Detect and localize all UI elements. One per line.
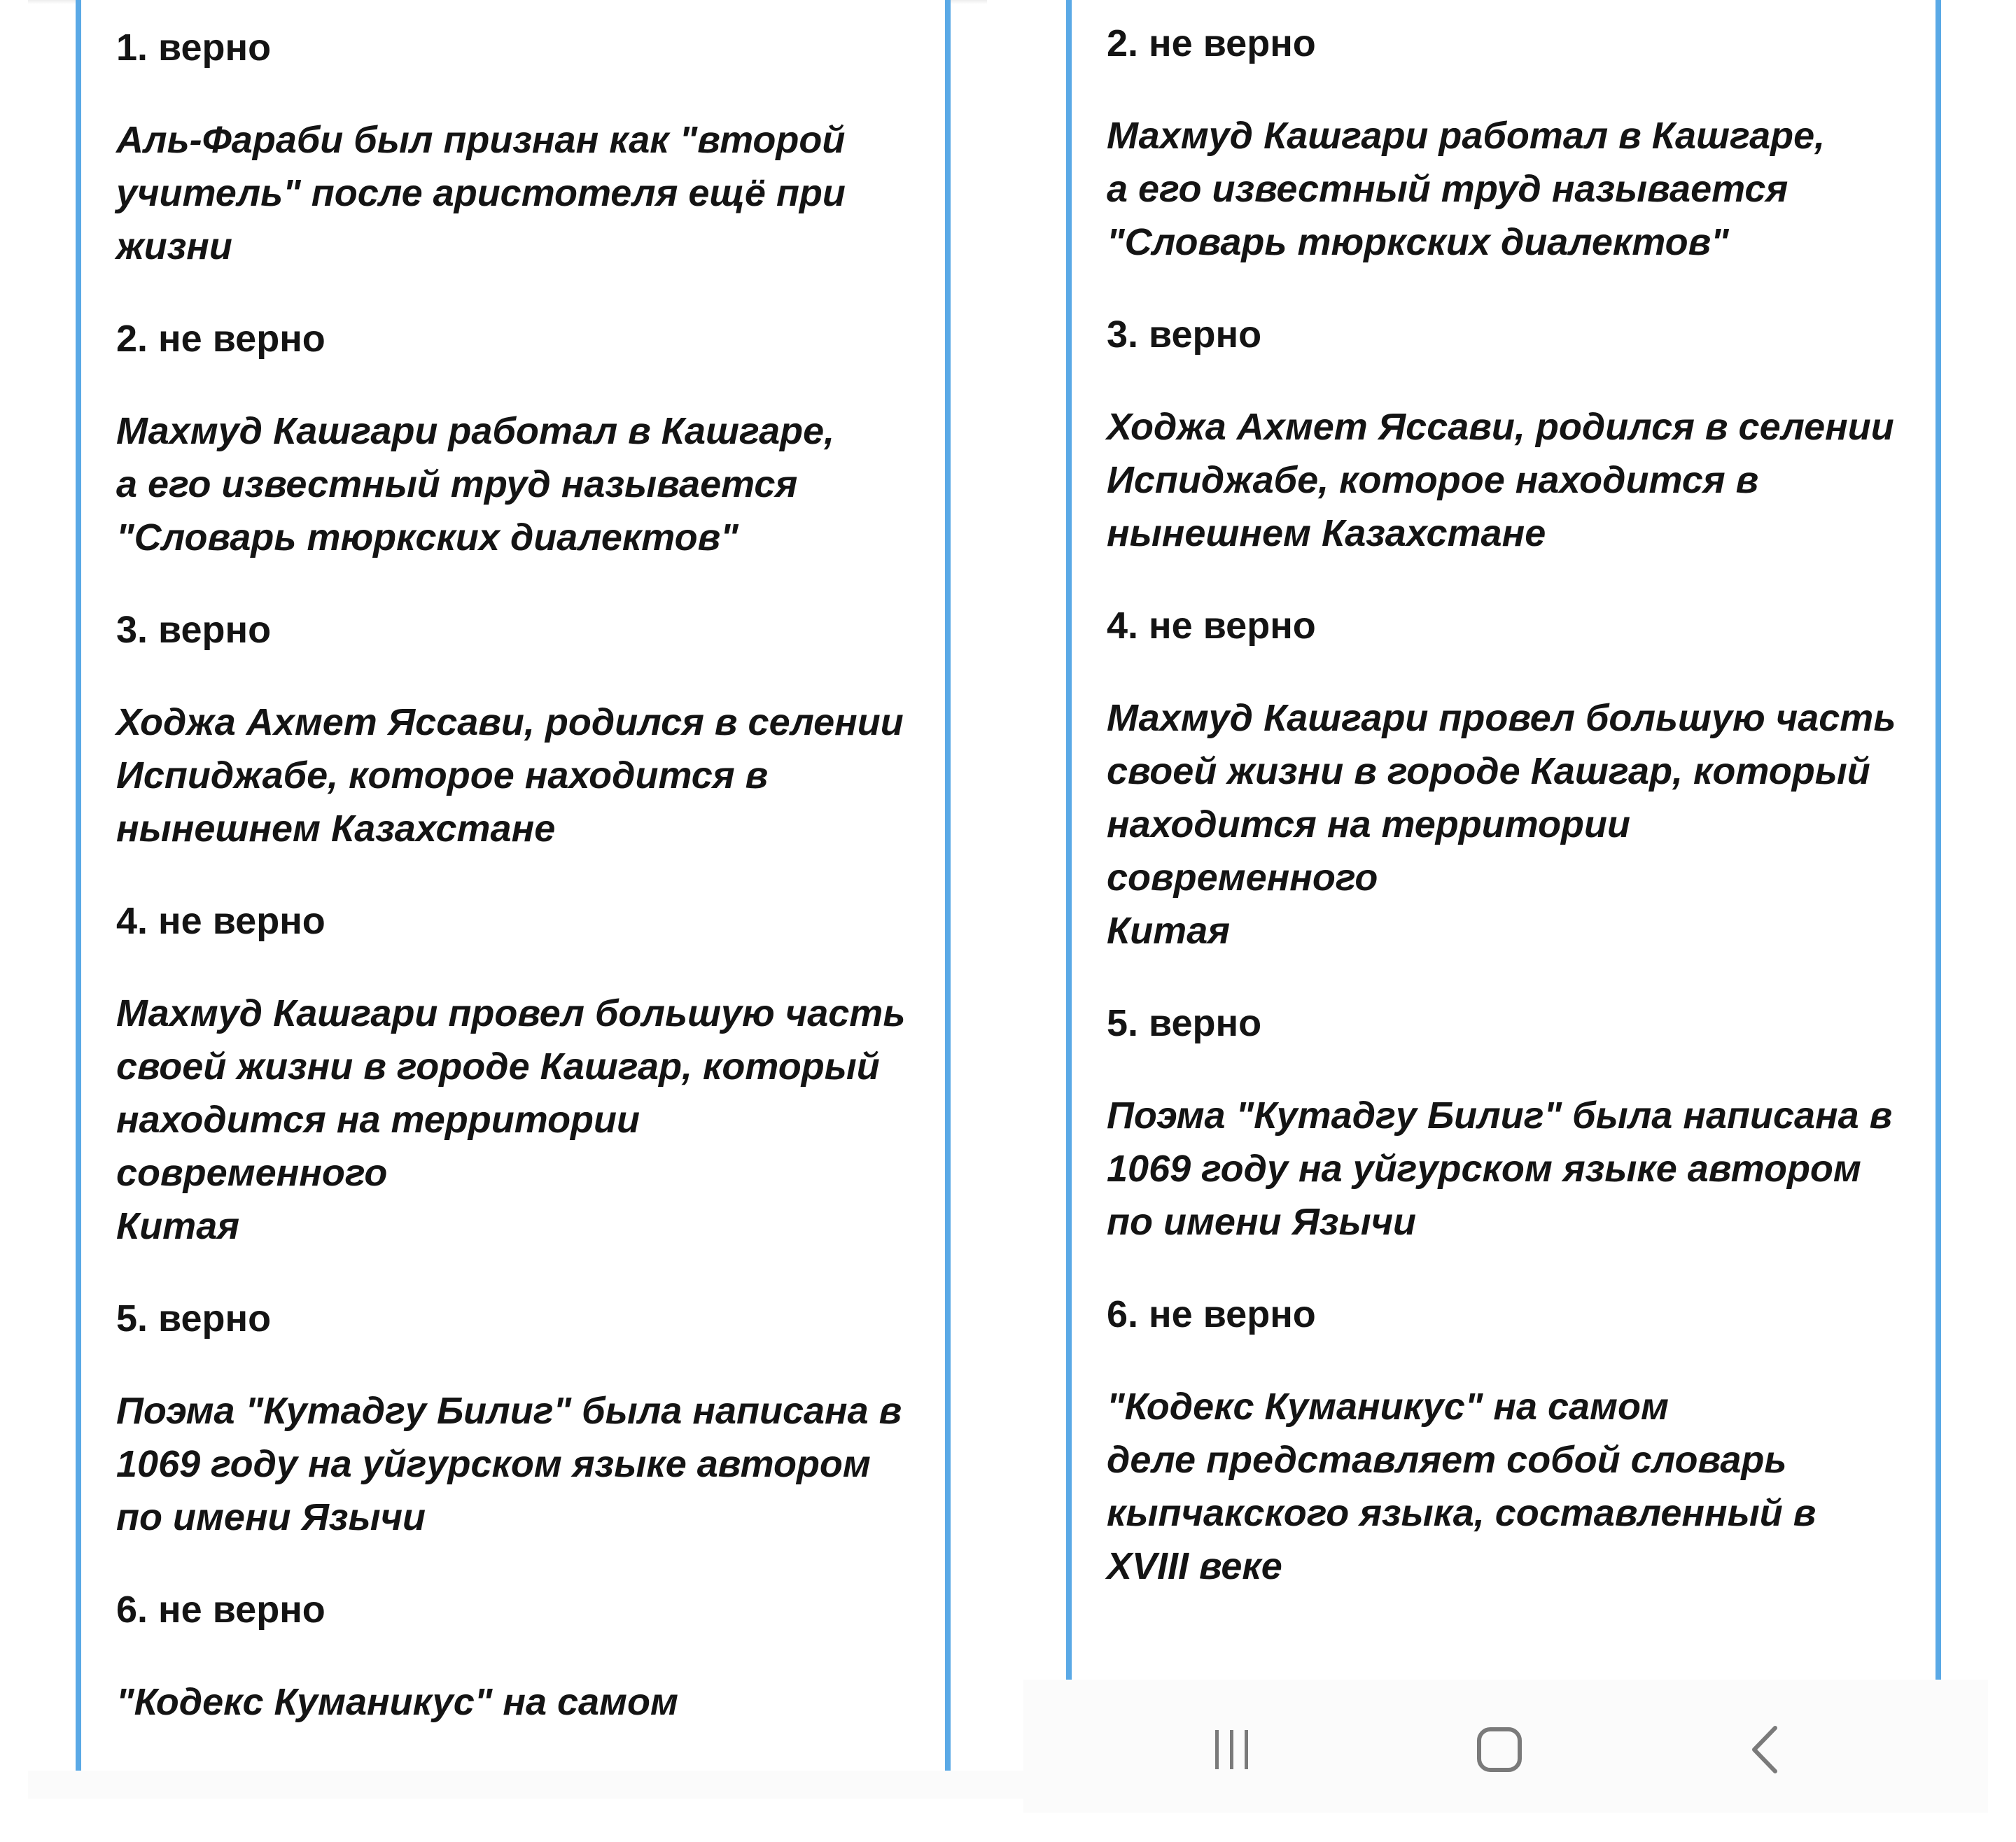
- answer-explanation: [116, 1675, 917, 1729]
- answer-item: [116, 1583, 917, 1729]
- answer-item: [116, 603, 917, 855]
- answer-explanation: [1107, 691, 1907, 957]
- explanation-line: "Кодекс Куманикус" на самом: [1107, 1386, 1669, 1428]
- explanation-line: Испиджабе, которое находится в: [1107, 459, 1759, 501]
- explanation-line: Поэма "Кутадгу Билиг" была написана в: [116, 1390, 902, 1432]
- answer-explanation: [1107, 1089, 1907, 1249]
- system-navigation-bar: [1023, 1680, 1988, 1813]
- explanation-line: находится на территории современного: [1107, 803, 1631, 899]
- answer-explanation: [1107, 400, 1907, 560]
- left-answer-list: [116, 21, 917, 1768]
- answer-verdict: 1. верно: [116, 27, 272, 69]
- explanation-line: кыпчакского языка, составленный в: [1107, 1492, 1816, 1534]
- answer-explanation: [1107, 109, 1907, 269]
- explanation-line: учитель" после аристотеля ещё при: [116, 172, 846, 214]
- answer-item: [1107, 17, 1907, 269]
- right-answer-panel: [1066, 0, 1941, 1680]
- explanation-line: нынешнем Казахстане: [1107, 512, 1546, 554]
- answer-explanation: [116, 405, 917, 564]
- left-answer-panel: [76, 0, 951, 1771]
- explanation-line: Ходжа Ахмет Яссави, родился в селении: [116, 701, 904, 743]
- explanation-line: Махмуд Кашгари работал в Кашгаре,: [1107, 115, 1826, 157]
- explanation-line: "Словарь тюркских диалектов": [116, 516, 738, 558]
- answer-explanation: [116, 1384, 917, 1544]
- home-button[interactable]: [1457, 1708, 1541, 1792]
- explanation-line: Махмуд Кашгари провел большую часть: [1107, 697, 1896, 739]
- answer-verdict: 3. верно: [116, 609, 272, 651]
- explanation-line: Махмуд Кашгари провел большую часть: [116, 992, 906, 1034]
- explanation-line: Китая: [116, 1205, 240, 1247]
- explanation-line: Поэма "Кутадгу Билиг" была написана в: [1107, 1095, 1893, 1137]
- explanation-line: "Словарь тюркских диалектов": [1107, 221, 1729, 263]
- explanation-line: по имени Язычи: [1107, 1201, 1417, 1243]
- explanation-line: по имени Язычи: [116, 1496, 426, 1538]
- explanation-line: своей жизни в городе Кашгар, который: [116, 1046, 880, 1088]
- home-icon: [1475, 1725, 1524, 1774]
- recent-apps-icon: [1210, 1727, 1254, 1772]
- explanation-line: находится на территории современного: [116, 1099, 640, 1194]
- answer-verdict: 5. верно: [116, 1298, 272, 1340]
- answer-item: [1107, 1288, 1907, 1593]
- explanation-line: 1069 году на уйгурском языке автором: [1107, 1148, 1861, 1190]
- answer-explanation: [116, 987, 917, 1253]
- answer-item: [116, 894, 917, 1253]
- explanation-line: а его известный труд называется: [116, 463, 798, 505]
- answer-verdict: 5. верно: [1107, 1002, 1262, 1044]
- answer-explanation: [1107, 1380, 1907, 1593]
- answer-verdict: 4. не верно: [1107, 605, 1316, 647]
- recent-apps-button[interactable]: [1190, 1708, 1274, 1792]
- explanation-line: а его известный труд называется: [1107, 168, 1788, 210]
- answer-verdict: 6. не верно: [1107, 1293, 1316, 1335]
- answer-item: [1107, 308, 1907, 560]
- explanation-line: Ходжа Ахмет Яссави, родился в селении: [1107, 406, 1894, 448]
- explanation-line: XVIII веке: [1107, 1545, 1282, 1587]
- back-icon: [1743, 1725, 1788, 1774]
- explanation-line: Аль-Фараби был признан как "второй: [116, 119, 846, 161]
- answer-verdict: 2. не верно: [1107, 22, 1316, 64]
- right-answer-list: [1107, 17, 1907, 1632]
- back-button[interactable]: [1723, 1708, 1807, 1792]
- answer-explanation: [116, 113, 917, 273]
- explanation-line: жизни: [116, 225, 232, 267]
- answer-verdict: 4. не верно: [116, 900, 326, 942]
- explanation-line: "Кодекс Куманикус" на самом: [116, 1681, 678, 1723]
- answer-item: [1107, 599, 1907, 957]
- explanation-line: своей жизни в городе Кашгар, который: [1107, 750, 1870, 792]
- explanation-line: Испиджабе, которое находится в: [116, 754, 769, 796]
- explanation-line: 1069 году на уйгурском языке автором: [116, 1443, 871, 1485]
- answer-verdict: 2. не верно: [116, 318, 326, 360]
- answer-item: [1107, 997, 1907, 1249]
- answer-item: [116, 1292, 917, 1544]
- explanation-line: деле представляет собой словарь: [1107, 1439, 1787, 1481]
- answer-verdict: 6. не верно: [116, 1589, 326, 1631]
- answer-item: [116, 21, 917, 273]
- explanation-line: Махмуд Кашгари работал в Кашгаре,: [116, 410, 835, 452]
- answer-explanation: [116, 696, 917, 855]
- answer-item: [116, 312, 917, 564]
- explanation-line: Китая: [1107, 910, 1231, 952]
- explanation-line: нынешнем Казахстане: [116, 808, 556, 850]
- answer-verdict: 3. верно: [1107, 314, 1262, 356]
